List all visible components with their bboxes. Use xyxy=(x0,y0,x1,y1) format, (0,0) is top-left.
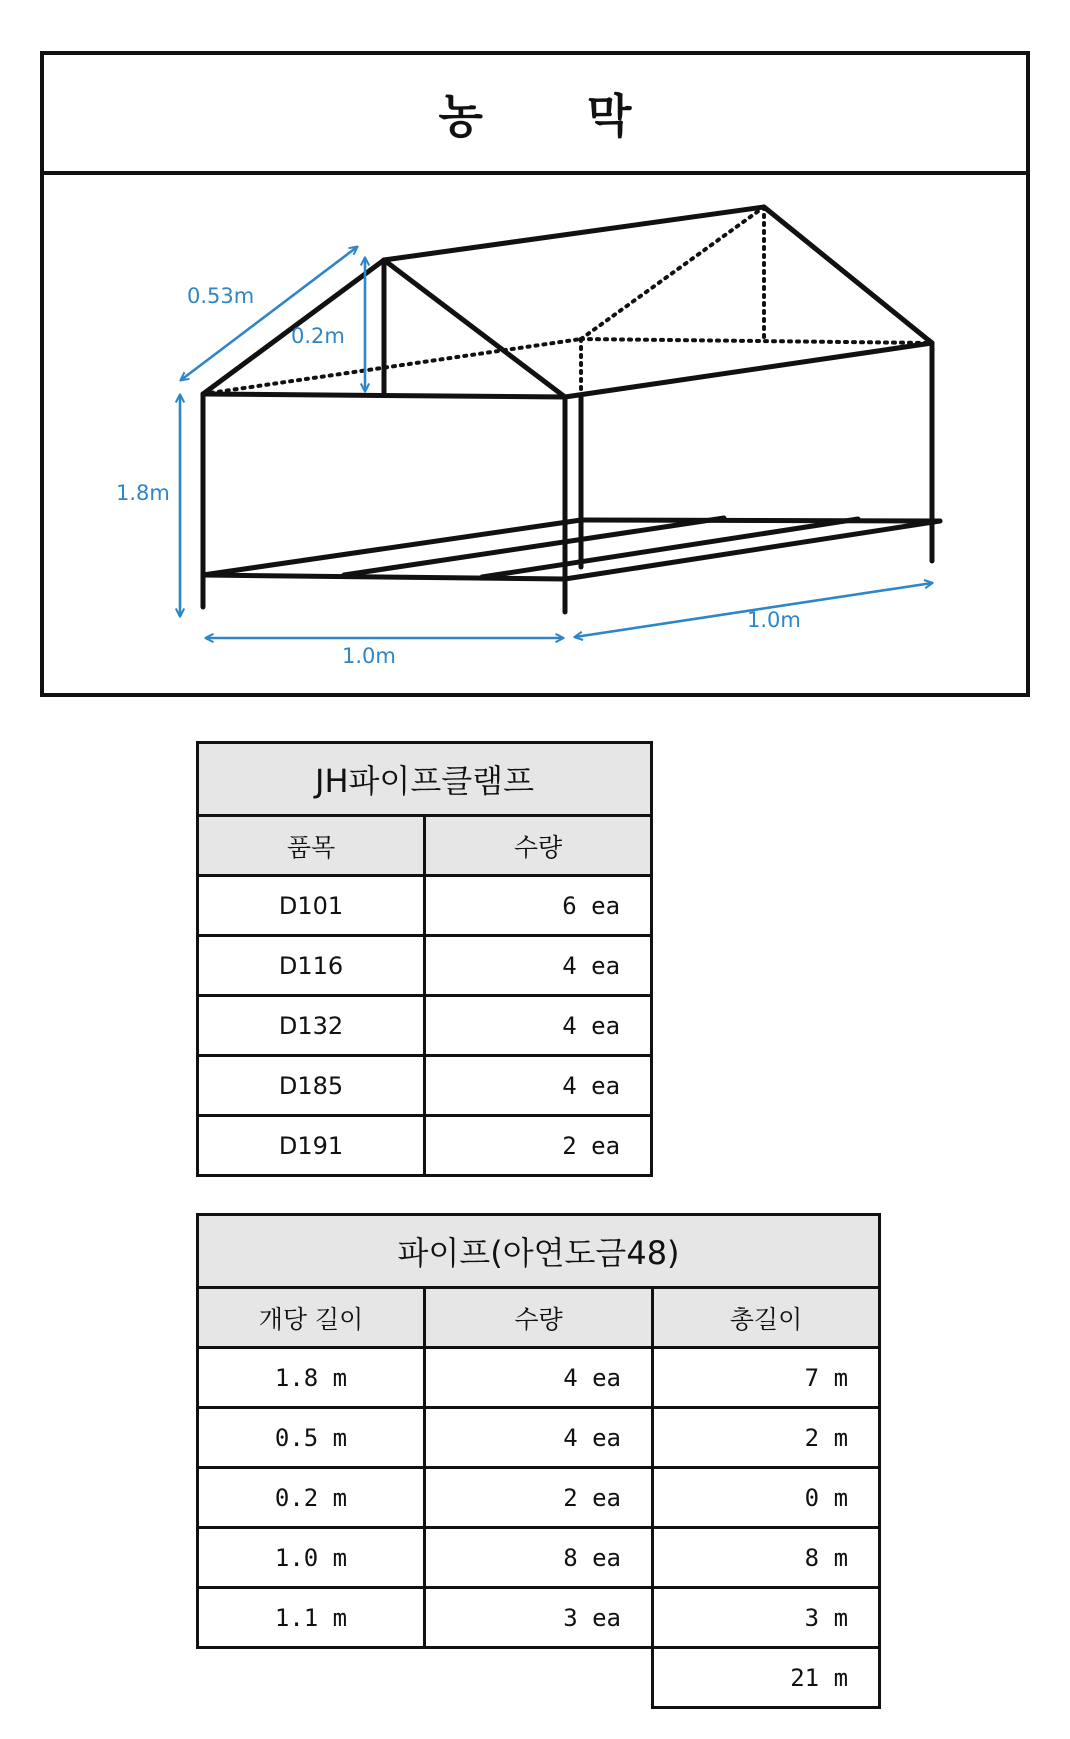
clamp-table-caption: JH파이프클램프 xyxy=(198,743,652,816)
clamp-qty: 6 ea xyxy=(425,876,652,936)
pipe-length: 1.8 m xyxy=(198,1348,425,1408)
pipe-qty: 3 ea xyxy=(425,1588,653,1648)
pipe-qty: 4 ea xyxy=(425,1408,653,1468)
table-row xyxy=(198,1056,652,1116)
ridge xyxy=(384,207,764,260)
table-row xyxy=(198,1468,880,1528)
table-row xyxy=(198,1348,880,1408)
pipe-header-qty: 수량 xyxy=(425,1288,653,1348)
depth-label: 1.0m xyxy=(747,608,801,632)
pipe-qty: 8 ea xyxy=(425,1528,653,1588)
pipe-header-length: 개당 길이 xyxy=(198,1288,425,1348)
floor-right xyxy=(565,521,940,579)
pipe-length: 0.2 m xyxy=(198,1468,425,1528)
pipe-length: 0.5 m xyxy=(198,1408,425,1468)
table-row xyxy=(198,1116,652,1176)
floor-back xyxy=(581,520,940,521)
page-title: 농 막 xyxy=(44,55,1026,175)
back-right-rafter xyxy=(764,207,932,343)
pipe-table xyxy=(196,1213,881,1709)
pipe-total: 3 m xyxy=(653,1588,880,1648)
clamp-item: D101 xyxy=(198,876,425,936)
pipe-total: 0 m xyxy=(653,1468,880,1528)
table-row xyxy=(198,876,652,936)
clamp-table xyxy=(196,741,653,1177)
clamp-qty: 4 ea xyxy=(425,936,652,996)
clamp-qty: 4 ea xyxy=(425,1056,652,1116)
front-right-rafter xyxy=(384,260,565,397)
pipe-total: 2 m xyxy=(653,1408,880,1468)
pipe-length: 1.1 m xyxy=(198,1588,425,1648)
clamp-item: D185 xyxy=(198,1056,425,1116)
floor-front xyxy=(203,575,565,579)
clamp-item: D191 xyxy=(198,1116,425,1176)
clamp-header-item: 품목 xyxy=(198,816,425,876)
pipe-table-caption: 파이프(아연도금48) xyxy=(198,1215,880,1288)
frame-lines xyxy=(203,207,940,612)
clamp-header-qty: 수량 xyxy=(425,816,652,876)
pipe-qty: 4 ea xyxy=(425,1348,653,1408)
diagram-frame xyxy=(40,51,1030,697)
pipe-length: 1.0 m xyxy=(198,1528,425,1588)
clamp-item: D116 xyxy=(198,936,425,996)
width-label: 1.0m xyxy=(342,644,396,668)
pipe-total-sum: 21 m xyxy=(653,1648,880,1708)
table-row xyxy=(198,1588,880,1648)
pipe-total: 8 m xyxy=(653,1528,880,1588)
clamp-qty: 2 ea xyxy=(425,1116,652,1176)
clamp-qty: 4 ea xyxy=(425,996,652,1056)
table-row xyxy=(198,996,652,1056)
pipe-header-total: 총길이 xyxy=(653,1288,880,1348)
side-eave xyxy=(565,343,932,397)
pipe-total: 7 m xyxy=(653,1348,880,1408)
table-row xyxy=(198,1408,880,1468)
height-label: 1.8m xyxy=(116,481,170,505)
pipe-qty: 2 ea xyxy=(425,1468,653,1528)
total-row xyxy=(198,1648,880,1708)
rafter-length-label: 0.53m xyxy=(187,284,255,308)
hut-frame-diagram xyxy=(44,175,1026,693)
king-post-length-label: 0.2m xyxy=(291,324,345,348)
clamp-item: D132 xyxy=(198,996,425,1056)
table-row xyxy=(198,936,652,996)
table-row xyxy=(198,1528,880,1588)
